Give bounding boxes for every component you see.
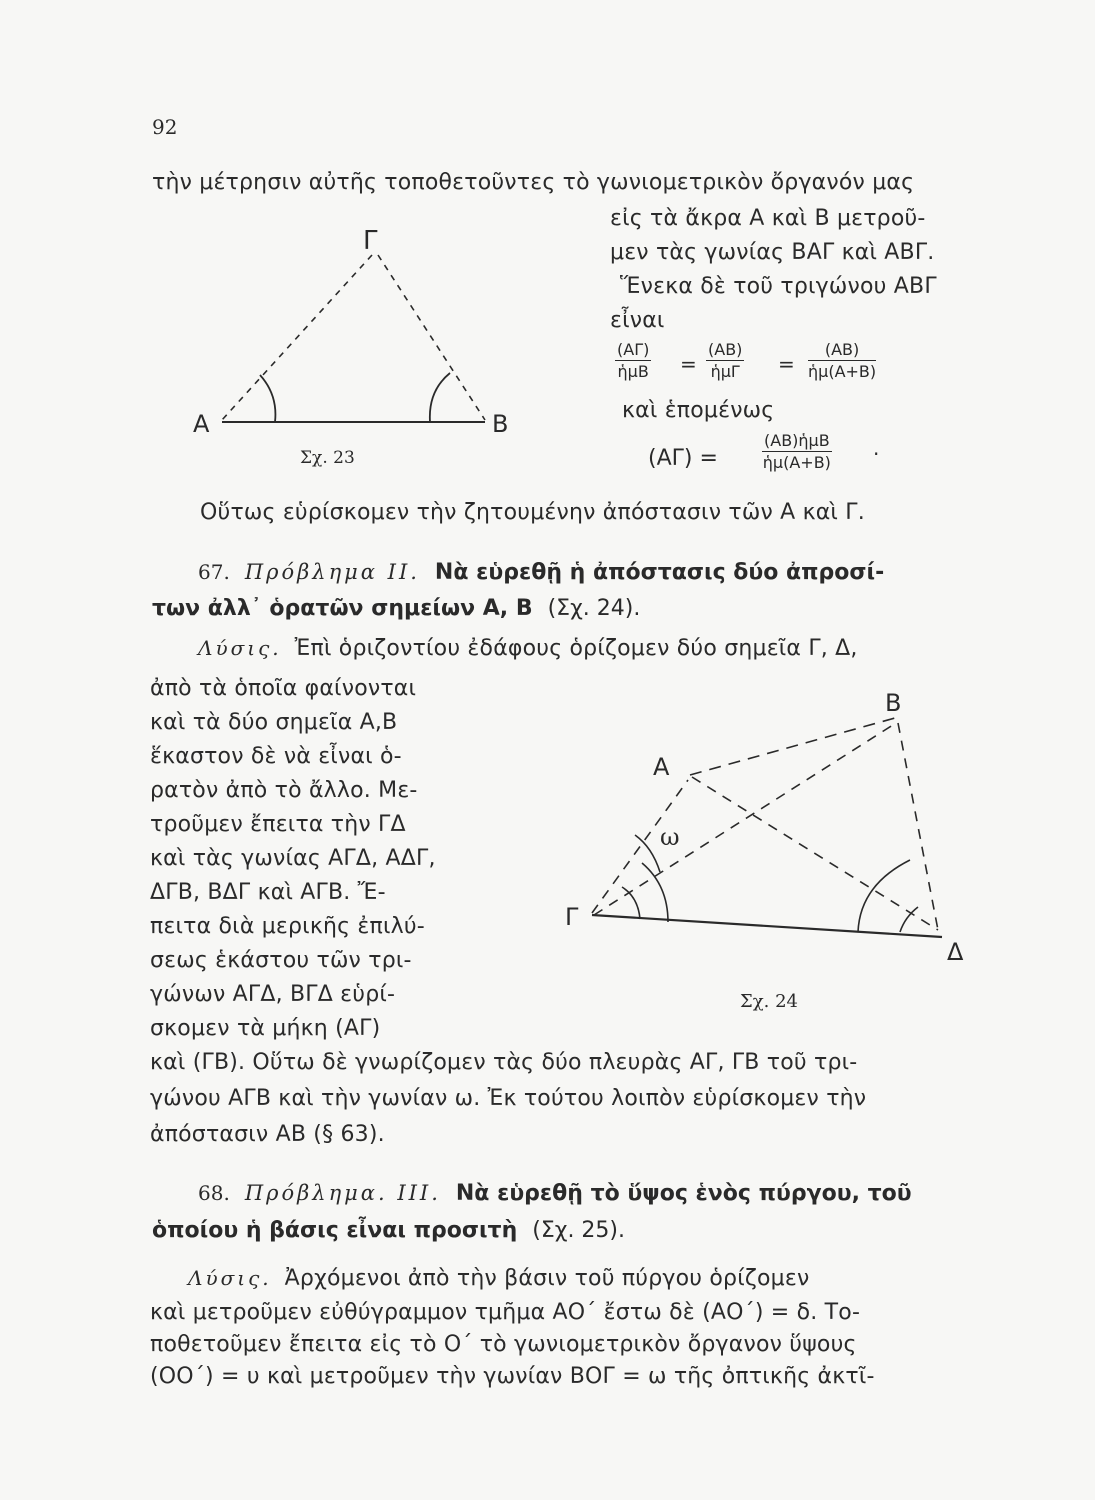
label-d: Δ	[947, 938, 964, 966]
narrow-line: πειτα διὰ μερικῆς ἐπιλύ-	[150, 914, 425, 939]
arc-omega	[635, 835, 660, 872]
narrow-line: ἕκαστον δὲ νὰ εἶναι ὁ-	[150, 744, 402, 769]
problem-title: Πρόβλημα. ΙΙΙ.	[244, 1181, 441, 1205]
narrow-line: σκομεν τὰ μήκη (ΑΓ)	[150, 1016, 381, 1041]
figure-ref: (Σχ. 24).	[547, 596, 641, 621]
label-omega: ω	[660, 823, 680, 851]
text-line: τὴν μέτρησιν αὐτῆς τοποθετοῦντες τὸ γωνιομετρικὸν ὄργανόν μας	[152, 170, 915, 195]
text-line: καὶ ἑπομένως	[622, 398, 775, 423]
narrow-line: ἀπὸ τὰ ὁποῖα φαίνονται	[150, 676, 417, 701]
problem-number: 68.	[198, 1181, 230, 1205]
page-number: 92	[152, 115, 178, 139]
equals-sign: =	[778, 352, 795, 376]
period: .	[873, 436, 880, 460]
numerator: (ΑΒ)ἡμΒ	[764, 431, 830, 450]
problem-67-heading	[198, 560, 884, 585]
problem-number: 67.	[198, 560, 230, 584]
figure-24	[560, 685, 1000, 1020]
text-line: εἰς τὰ ἄκρα Α καὶ Β μετροῦ-	[610, 206, 926, 231]
problem-68-heading	[198, 1181, 912, 1206]
lysis-label: Λύσις.	[198, 636, 282, 660]
narrow-line: ΔΓΒ, ΒΔΓ καὶ ΑΓΒ. Ἔ-	[150, 880, 386, 905]
narrow-line: καὶ τὰς γωνίας ΑΓΔ, ΑΔΓ,	[150, 846, 436, 871]
fraction-ag-over-sinb	[615, 340, 651, 381]
text-line: γώνου ΑΓΒ καὶ τὴν γωνίαν ω. Ἐκ τούτου λοιπὸν εὑρίσκομεν τὴν	[150, 1086, 867, 1111]
denominator: ἡμΓ	[710, 362, 740, 381]
label-b: Β	[492, 410, 509, 438]
narrow-line: σεως ἑκάστου τῶν τρι-	[150, 948, 412, 973]
label-a: Α	[653, 753, 670, 781]
narrow-line: γώνων ΑΓΔ, ΒΓΔ εὑρί-	[150, 982, 396, 1007]
arc-a	[260, 375, 275, 422]
arc-g-outer	[642, 863, 668, 922]
problem-statement: Νὰ εὑρεθῇ ἡ ἀπόστασις δύο ἀπροσί-	[434, 560, 885, 585]
side-ga	[222, 255, 372, 420]
figure-ref: (Σχ. 25).	[532, 1218, 625, 1243]
segment-bd	[898, 723, 938, 930]
problem-title: Πρόβλημα ΙΙ.	[244, 560, 420, 584]
figure-caption: Σχ. 24	[740, 991, 798, 1012]
narrow-line: τροῦμεν ἔπειτα τὴν ΓΔ	[150, 812, 406, 837]
arc-d-inner	[900, 907, 918, 932]
segment-ab	[690, 718, 895, 775]
problem-statement: των ἀλλ᾽ ὁρατῶν σημείων Α, Β	[152, 596, 533, 621]
segment-gb	[594, 723, 896, 915]
numerator: (ΑΒ)	[808, 340, 876, 361]
fraction-result	[762, 431, 832, 472]
label-b: Β	[885, 689, 902, 717]
problem-67-statement-2	[152, 596, 640, 621]
label-g: Γ	[565, 903, 579, 931]
label-a: Α	[193, 410, 210, 438]
text-line: (ΟΟ΄) = υ καὶ μετροῦμεν τὴν γωνίαν ΒΟΓ = ω τῆς ὀπτικῆς ἀκτῖ-	[150, 1364, 875, 1389]
numerator: (ΑΓ)	[617, 340, 650, 359]
equals-sign: =	[680, 352, 697, 376]
text-line: εἶναι	[610, 308, 665, 333]
text-line: καὶ (ΓΒ). Οὕτω δὲ γνωρίζομεν τὰς δύο πλευρὰς ΑΓ, ΓΒ τοῦ τρι-	[150, 1050, 858, 1075]
problem-67-lysis-line	[198, 636, 858, 661]
denominator: ἡμ(Α+Β)	[808, 362, 877, 381]
figure-caption: Σχ. 23	[300, 448, 355, 468]
segment-gd	[592, 915, 942, 937]
text-line: μεν τὰς γωνίας ΒΑΓ καὶ ΑΒΓ.	[610, 240, 935, 265]
fraction-ab-over-sin-a-plus-b	[808, 340, 876, 381]
text-line: ἀπόστασιν ΑΒ (§ 63).	[150, 1122, 385, 1147]
problem-statement: Νὰ εὑρεθῇ τὸ ὕψος ἑνὸς πύργου, τοῦ	[455, 1181, 912, 1206]
text-line: Ἐπὶ ὁριζοντίου ἐδάφους ὁρίζομεν δύο σημεῖα Γ, Δ,	[294, 636, 858, 661]
arc-b	[430, 373, 450, 422]
problem-statement: ὁποίου ἡ βάσις εἶναι προσιτὴ	[152, 1218, 518, 1243]
denominator: ἡμΒ	[617, 362, 649, 381]
denominator: ἡμ(Α+Β)	[762, 453, 831, 472]
text-line: Ἕνεκα δὲ τοῦ τριγώνου ΑΒΓ	[620, 274, 937, 299]
numerator: (ΑΒ)	[708, 340, 743, 359]
figure-23	[150, 215, 590, 475]
lysis-label: Λύσις.	[188, 1266, 272, 1290]
label-g: Γ	[363, 226, 378, 256]
equation-lhs: (ΑΓ) =	[648, 446, 718, 471]
text-line: καὶ μετροῦμεν εὐθύγραμμον τμῆμα ΑΟ΄ ἔστω δὲ (ΑΟ΄) = δ. Το-	[150, 1300, 861, 1325]
narrow-line: καὶ τὰ δύο σημεῖα Α,Β	[150, 710, 398, 735]
segment-ad	[692, 777, 938, 930]
conclusion-line: Οὕτως εὑρίσκομεν τὴν ζητουμένην ἀπόστασιν τῶν Α καὶ Γ.	[200, 500, 865, 525]
text-line: ποθετοῦμεν ἔπειτα εἰς τὸ Ο΄ τὸ γωνιομετρικὸν ὄργανον ὕψους	[150, 1332, 857, 1357]
fraction-ab-over-sing	[706, 340, 744, 381]
problem-68-lysis-line	[188, 1266, 809, 1291]
narrow-line: ρατὸν ἀπὸ τὸ ἄλλο. Με-	[150, 778, 418, 803]
side-gb	[378, 255, 485, 420]
text-line: Ἀρχόμενοι ἀπὸ τὴν βάσιν τοῦ πύργου ὁρίζομεν	[284, 1266, 810, 1291]
problem-68-statement-2	[152, 1218, 625, 1243]
